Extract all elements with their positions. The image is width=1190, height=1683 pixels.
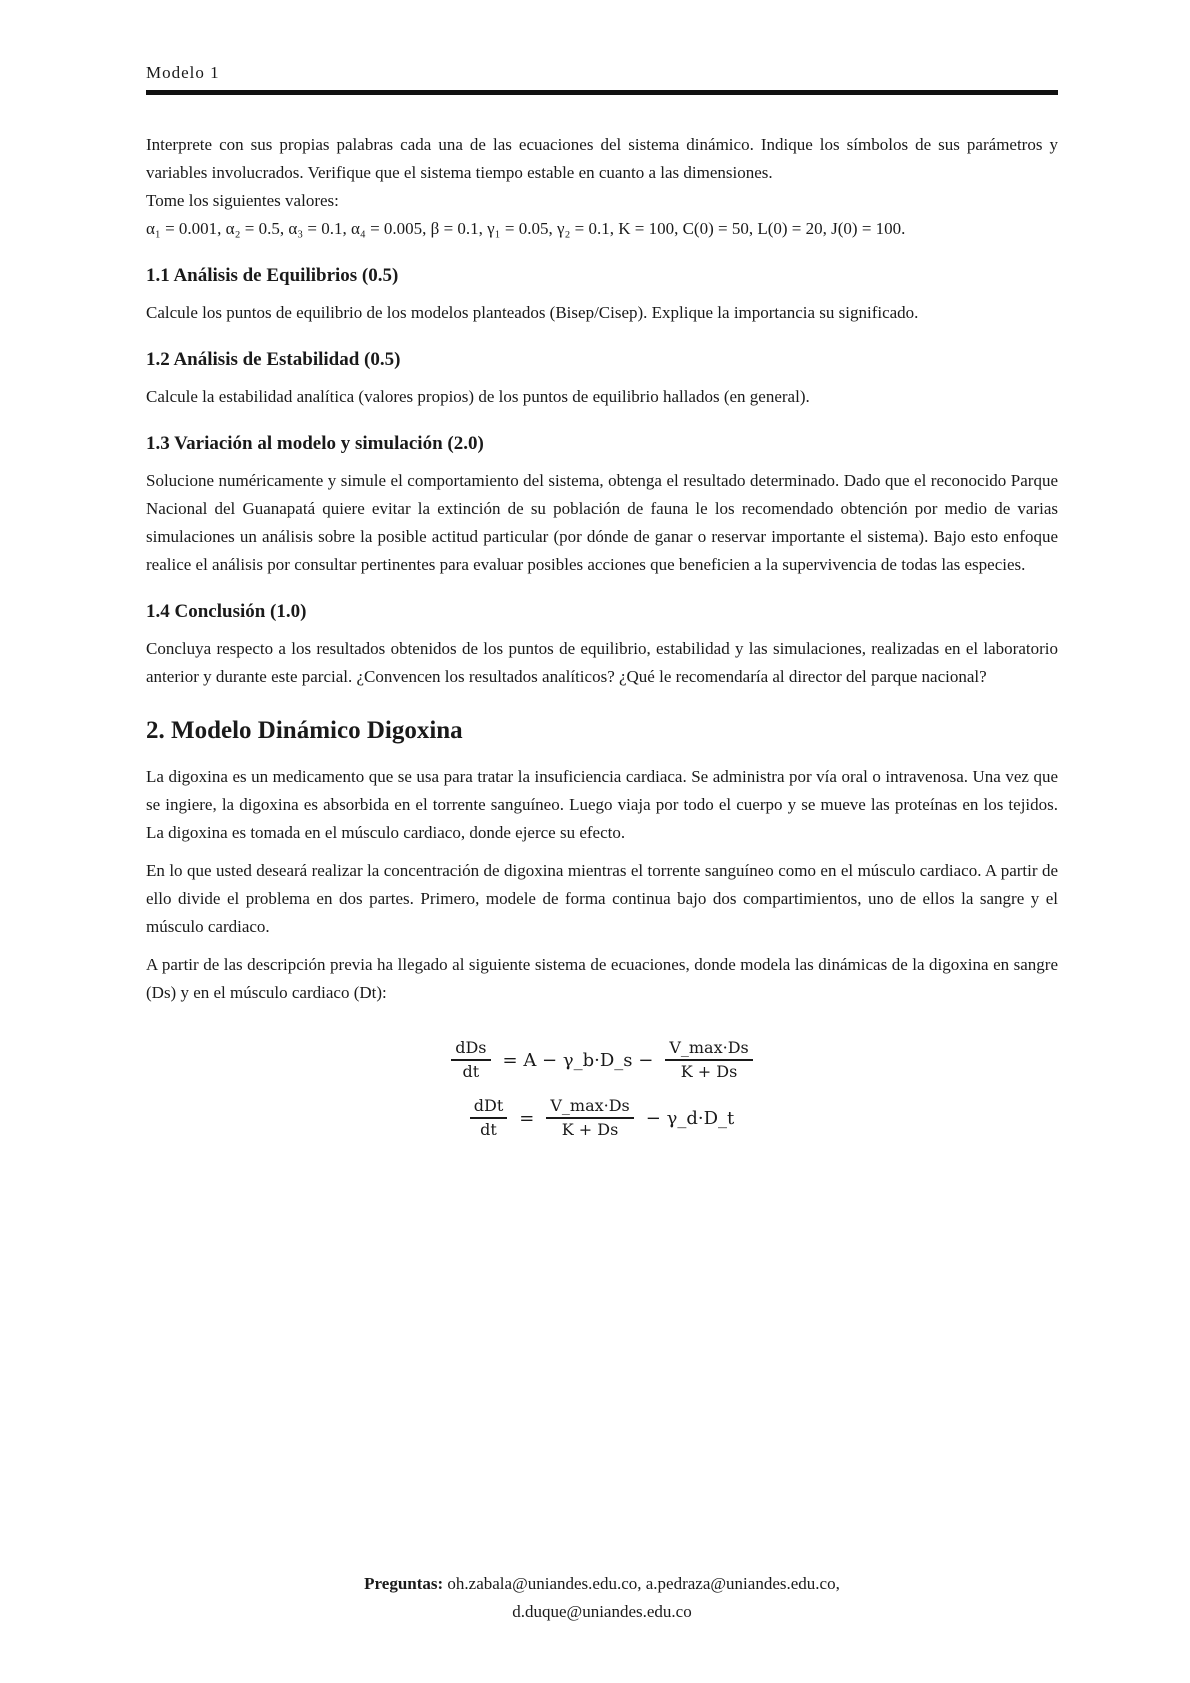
eq1-middle: = A − γ_b·D_s − [502, 1049, 654, 1071]
intro-block [146, 131, 1058, 243]
eq2-lhs-fraction [470, 1095, 508, 1141]
header-rule [146, 90, 1058, 95]
equation-1 [146, 1031, 1058, 1089]
eq2-lhs-den: dt [480, 1120, 497, 1139]
section-2-paragraph-3: A partir de las descripción previa ha llegado al siguiente sistema de ecuaciones, donde modela las dinámicas de la digoxina en sangre (Ds) y en el músculo cardiaco (Dt): [146, 955, 1058, 1002]
eq2-middle: = [519, 1107, 535, 1129]
eq1-rhs-den: K + Ds [680, 1062, 738, 1081]
section-2-paragraph-1: La digoxina es un medicamento que se usa para tratar la insuficiencia cardiaca. Se administra por vía oral o intravenosa. Una vez que se ingiere, la digoxina es absorbida en el torrente sanguíneo. Luego viaja por todo el cuerpo y se mueve las proteínas en los tejidos. La digoxina es tomada en el músculo cardiaco, donde ejerce su efecto. [146, 767, 1058, 842]
footer-contacts [146, 1570, 1058, 1626]
intro-paragraph-1: Interprete con sus propias palabras cada una de las ecuaciones del sistema dinámico. Indique los símbolos de sus parámetros y variables involucrados. Verifique que el sistema tiempo estable en cuanto a las dimensiones. [146, 135, 1058, 182]
intro-paragraph-3: α₁ = 0.001, α₂ = 0.5, α₃ = 0.1, α₄ = 0.005, β = 0.1, γ₁ = 0.05, γ₂ = 0.1, K = 100, C(0) = 50, L(0) = 20, J(0) = 100. [146, 219, 906, 238]
running-head: Modelo 1 [146, 63, 220, 82]
eq1-lhs-fraction [451, 1037, 490, 1083]
equation-block [146, 1031, 1058, 1147]
eq1-rhs-fraction [665, 1037, 752, 1083]
section-1-3-text: Solucione numéricamente y simule el comportamiento del sistema, obtenga el resultado determinado. Dado que el reconocido Parque Nacional del Guanapatá quiere evitar la extinción de su población de fauna le los recomendado obtención por medio de varias simulaciones un análisis sobre la posible actitud particular (por dónde de ganar o reservar importante el sistema). Bajo esto enfoque realice el análisis por consultar pertinentes para evaluar posibles acciones que beneficien a la supervivencia de todas las especies. [146, 471, 1058, 574]
section-1-4-text: Concluya respecto a los resultados obtenidos de los puntos de equilibrio, estabilidad y las simulaciones, realizadas en el laboratorio anterior y durante este parcial. ¿Convencen los resultados analíticos? ¿Qué le recomendaría al director del parque nacional? [146, 639, 1058, 686]
eq1-rhs-num: V_max·Ds [669, 1038, 749, 1057]
section-2-title: 2. Modelo Dinámico Digoxina [146, 717, 463, 744]
footer-label: Preguntas: [364, 1574, 444, 1593]
section-1-1-text: Calcule los puntos de equilibrio de los modelos planteados (Bisep/Cisep). Explique la importancia su significado. [146, 303, 919, 322]
footer-emails-line-2[interactable]: d.duque@uniandes.edu.co [512, 1602, 692, 1621]
eq1-lhs-num: dDs [455, 1038, 487, 1057]
section-1-3-title: 1.3 Variación al modelo y simulación (2.0) [146, 433, 484, 454]
intro-paragraph-2: Tome los siguientes valores: [146, 191, 339, 210]
section-1-2-title: 1.2 Análisis de Estabilidad (0.5) [146, 349, 401, 370]
equation-2 [146, 1089, 1058, 1147]
page [146, 60, 1058, 1147]
section-1-4-title: 1.4 Conclusión (1.0) [146, 601, 307, 622]
eq1-lhs-den: dt [462, 1062, 480, 1081]
footer-emails-line-1[interactable]: oh.zabala@uniandes.edu.co, a.pedraza@uniandes.edu.co, [447, 1574, 840, 1593]
eq2-lhs-num: dDt [473, 1096, 504, 1115]
section-1-1-title: 1.1 Análisis de Equilibrios (0.5) [146, 265, 399, 286]
eq2-tail: − γ_d·D_t [645, 1107, 735, 1129]
eq2-rhs-den: K + Ds [561, 1120, 619, 1139]
section-2-paragraph-2: En lo que usted deseará realizar la concentración de digoxina mientras el torrente sanguíneo como en el músculo cardiaco. A partir de ello divide el problema en dos partes. Primero, modele de forma continua bajo dos compartimientos, uno de ellos la sangre y el músculo cardiaco. [146, 861, 1058, 936]
eq2-rhs-fraction [546, 1095, 633, 1141]
eq2-rhs-num: V_max·Ds [550, 1096, 630, 1115]
section-1-2-text: Calcule la estabilidad analítica (valores propios) de los puntos de equilibrio hallados (en general). [146, 387, 810, 406]
